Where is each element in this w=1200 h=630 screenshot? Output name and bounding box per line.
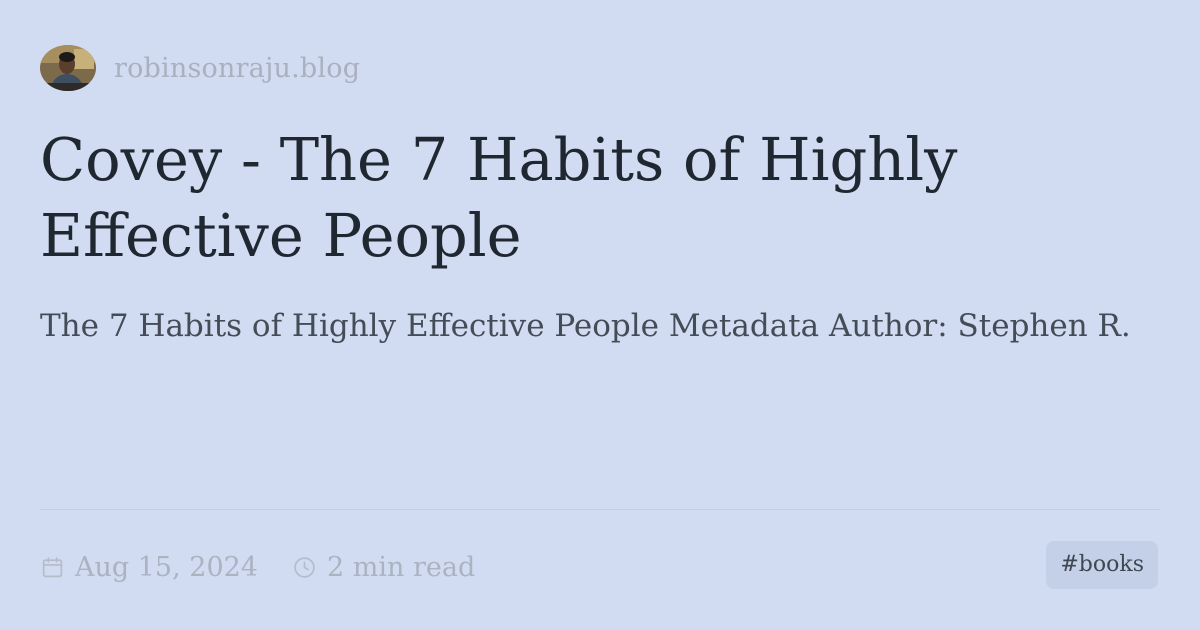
- calendar-icon: [40, 555, 65, 580]
- clock-icon: [292, 555, 317, 580]
- post-date-text: Aug 15, 2024: [75, 551, 258, 583]
- post-meta: [40, 545, 475, 589]
- read-time-text: 2 min read: [327, 551, 476, 583]
- post-excerpt: The 7 Habits of Highly Effective People Metadata Author: Stephen R.: [40, 308, 1131, 344]
- site-header: [40, 45, 360, 91]
- read-time: [292, 552, 475, 583]
- divider: [40, 509, 1160, 510]
- post-title[interactable]: Covey - The 7 Habits of Highly Effective People: [40, 125, 958, 270]
- tag-books[interactable]: #books: [1046, 541, 1158, 589]
- author-avatar: [40, 45, 96, 91]
- site-name[interactable]: robinsonraju.blog: [114, 52, 361, 84]
- post-date: [40, 552, 258, 583]
